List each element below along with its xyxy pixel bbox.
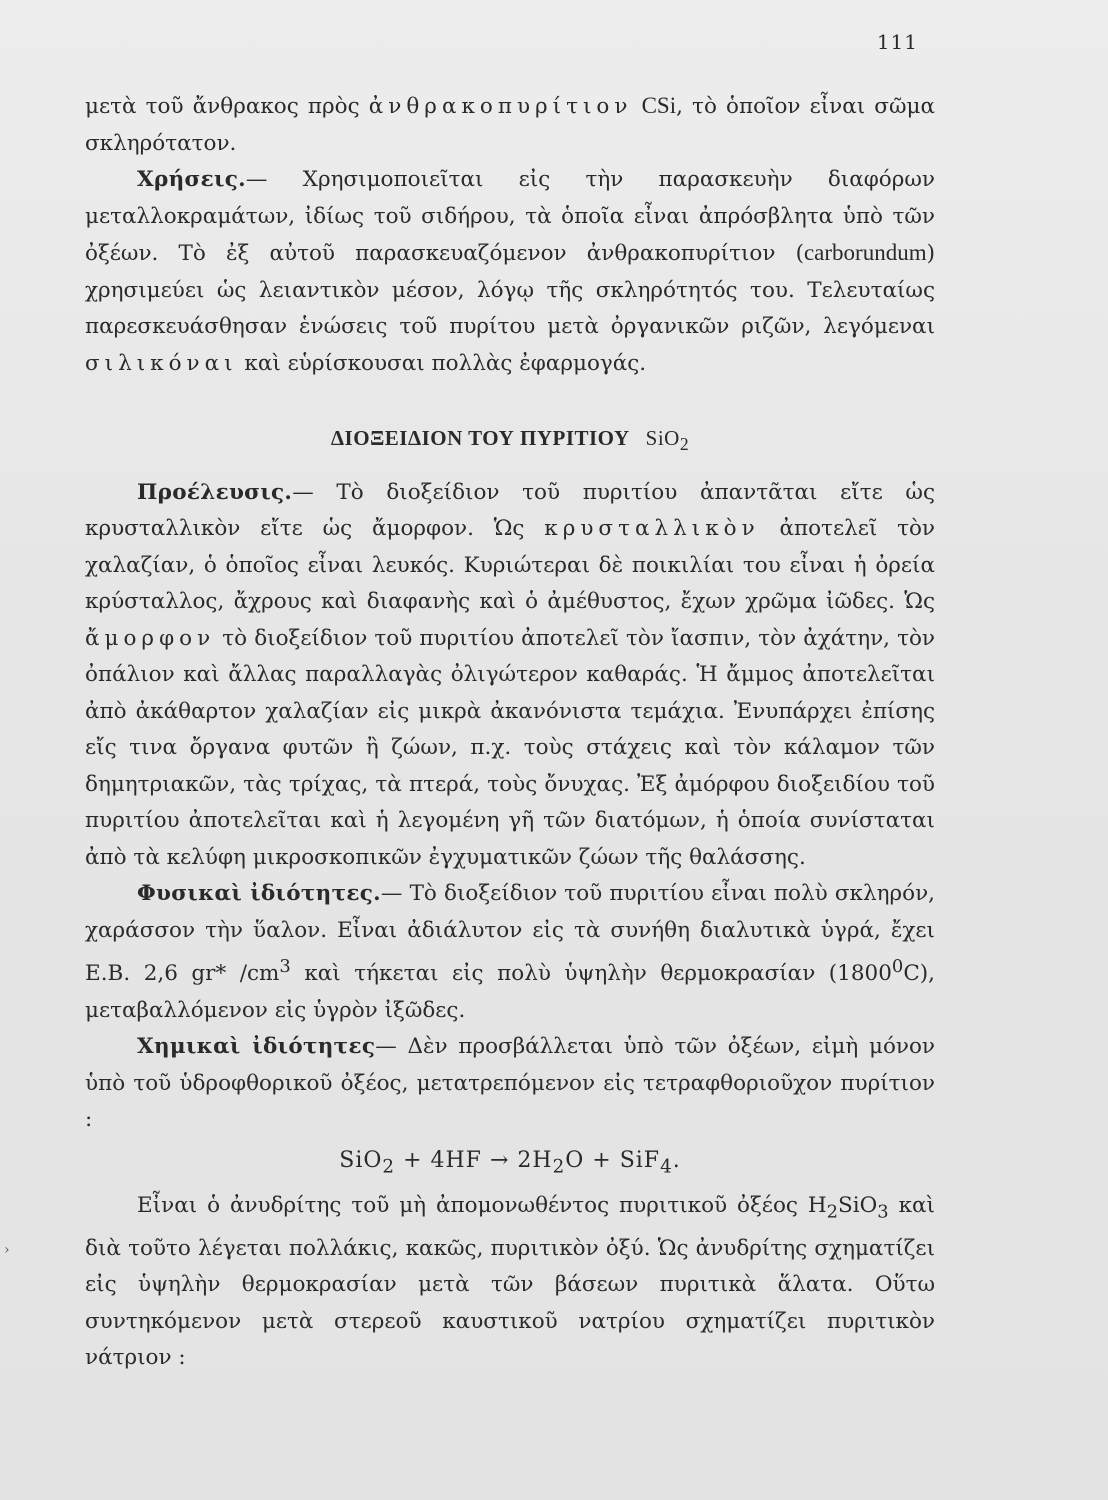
body-text	[85, 88, 935, 1377]
subheading-chemical: Χημικαὶ ἰδιότητες	[137, 1034, 376, 1060]
paragraph-anhydride	[85, 1188, 935, 1377]
chemical-equation	[85, 1143, 935, 1186]
text-run: καὶ τήκεται εἰς πολὺ ὑψηλὴν θερμοκρασίαν (1800	[290, 961, 892, 987]
text-run: — Τὸ διοξείδιον τοῦ πυριτίου εἶναι πολὺ σκληρόν, χαράσσον τὴν ὕαλον. Εἶναι ἀδιάλυτον εἰς τὰ συνήθη διαλυτικὰ ὑγρά, ἔχει Ε.Β. 2,6 gr* /cm	[85, 881, 935, 987]
formula-subscript: 2	[679, 434, 690, 455]
text-run: C), μεταβαλλόμενον εἰς ὑγρὸν ἰξῶδες.	[85, 961, 935, 1023]
margin-mark: ›	[4, 1242, 10, 1258]
equation-subscript: 4	[660, 1156, 673, 1178]
section-heading	[85, 420, 935, 463]
emphasized-term: κρυσταλλικὸν	[544, 516, 760, 542]
text-run: — Χρησιμοποιεῖται εἰς τὴν παρασκευὴν διαφόρων μεταλλοκραμάτων, ἰδίως τοῦ σιδήρου, τὰ ὁποῖα εἶναι ἀπρόσβλητα ὑπὸ τῶν ὀξέων. Τὸ ἐξ αὐτοῦ παρασκευαζόμενον ἀνθρακοπυρίτιον (	[85, 167, 935, 266]
latin-term: carborundum	[803, 240, 927, 265]
paragraph-origin	[85, 475, 935, 877]
page-number: 111	[876, 30, 918, 54]
section-title: ΔΙΟΞΕΙΔΙΟΝ ΤΟΥ ΠΥΡΙΤΙΟΥ	[330, 426, 630, 450]
section-formula	[645, 426, 690, 455]
text-run: ἀποτελεῖ τὸν χαλαζίαν, ὁ ὁποῖος εἶναι λευκός. Κυριώτεραι δὲ ποικιλίαι του εἶναι ἡ ὀρεία κρύσταλλος, ἄχρους καὶ διαφανὴς καὶ ὁ ἀμέθυστος, ἔχων χρῶμα ἰῶδες. Ὡς	[85, 516, 935, 615]
text-run: — Δὲν προσβάλλεται ὑπὸ τῶν ὀξέων, εἰμὴ μόνον ὑπὸ τοῦ ὑδροφθορικοῦ ὀξέος, μετατρεπόμενον εἰς τετραφθοριοῦχον πυρίτιον :	[85, 1034, 935, 1133]
chemical-formula: CSi	[641, 93, 677, 118]
equation-subscript: 2	[552, 1156, 566, 1178]
text-run: , τὸ ὁποῖον εἶναι σῶμα σκληρότατον.	[85, 94, 935, 156]
text-run: καὶ διὰ τοῦτο λέγεται πολλάκις, κακῶς, πυριτικὸν ὀξύ. Ὡς ἀνυδρίτης σχηματίζει εἰς ὑψηλὴν θερμοκρασίαν μετὰ τῶν βάσεων πυριτικὰ ἅλατα. Οὕτω συντηκόμενον μετὰ στερεοῦ καυστικοῦ νατρίου σχηματίζει πυριτικὸν νάτριον :	[85, 1192, 935, 1371]
formula-subscript: 2	[826, 1201, 839, 1223]
text-run: μετὰ τοῦ ἄνθρακος πρὸς	[85, 94, 369, 119]
emphasized-term: ἄμορφον	[85, 625, 216, 651]
text-run: ) χρησιμεύει ὡς λειαντικὸν μέσον, λόγῳ τῆς σκληρότητός του. Τελευταίως παρεσκευάσθησαν ἑνώσεις τοῦ πυρίτου μετὰ ὀργανικῶν ριζῶν, λεγόμεναι	[85, 241, 935, 339]
emphasized-term: σιλικόναι	[85, 350, 238, 376]
formula-subscript: 3	[877, 1201, 889, 1223]
equation-part: + 4HF → 2H	[395, 1147, 553, 1173]
superscript: 3	[279, 956, 291, 978]
equation-part: .	[672, 1147, 681, 1173]
subheading-origin: Προέλευσις.	[137, 479, 293, 505]
paragraph-continuation	[85, 88, 935, 162]
text-run: καὶ εὑρίσκουσαι πολλὰς ἐφαρμογάς.	[237, 350, 647, 376]
text-run: SiO	[838, 1192, 878, 1218]
superscript: 0	[891, 956, 904, 978]
subheading-physical: Φυσικαὶ ἰδιότητες.	[137, 881, 381, 907]
equation-part: SiO	[339, 1147, 383, 1173]
subheading-uses: Χρήσεις.	[137, 167, 246, 192]
text-run: τὸ διοξείδιον τοῦ πυριτίου ἀποτελεῖ τὸν ἴασπιν, τὸν ἀχάτην, τὸν ὀπάλιον καὶ ἄλλας παραλλαγὰς ὀλιγώτερον καθαράς. Ἡ ἄμμος ἀποτελεῖται ἀπὸ ἀκάθαρτον χαλαζίαν εἰς μικρὰ ἀκανόνιστα τεμάχια. Ἐνυπάρχει ἐπίσης εἴς τινα ὄργανα φυτῶν ἢ ζώων, π.χ. τοὺς στάχεις καὶ τὸν κάλαμον τῶν δημητριακῶν, τὰς τρίχας, τὰ πτερά, τοὺς ὄνυχας. Ἐξ ἀμόρφου διοξειδίου τοῦ πυριτίου ἀποτελεῖται καὶ ἡ λεγομένη γῆ τῶν διατόμων, ἡ ὁποία συνίσταται ἀπὸ τὰ κελύφη μικροσκοπικῶν ἐγχυματικῶν ζώων τῆς θαλάσσης.	[85, 625, 935, 870]
text-run	[632, 94, 641, 119]
emphasized-term: ἀνθρακοπυρίτιον	[368, 94, 633, 119]
text-run: — Τὸ διοξείδιον τοῦ πυριτίου ἀπαντᾶται εἴτε ὡς κρυσταλλικὸν εἴτε ὡς ἄμορφον. Ὡς	[85, 479, 935, 542]
paragraph-physical-properties	[85, 876, 935, 1029]
equation-subscript: 2	[382, 1156, 396, 1178]
paragraph-chemical-properties	[85, 1029, 935, 1139]
text-run: Εἶναι ὁ ἀνυδρίτης τοῦ μὴ ἀπομονωθέντος πυριτικοῦ ὀξέος H	[137, 1192, 827, 1218]
equation-part: O + SiF	[565, 1147, 661, 1173]
paragraph-uses	[85, 162, 935, 382]
formula-text: SiO	[645, 426, 680, 450]
